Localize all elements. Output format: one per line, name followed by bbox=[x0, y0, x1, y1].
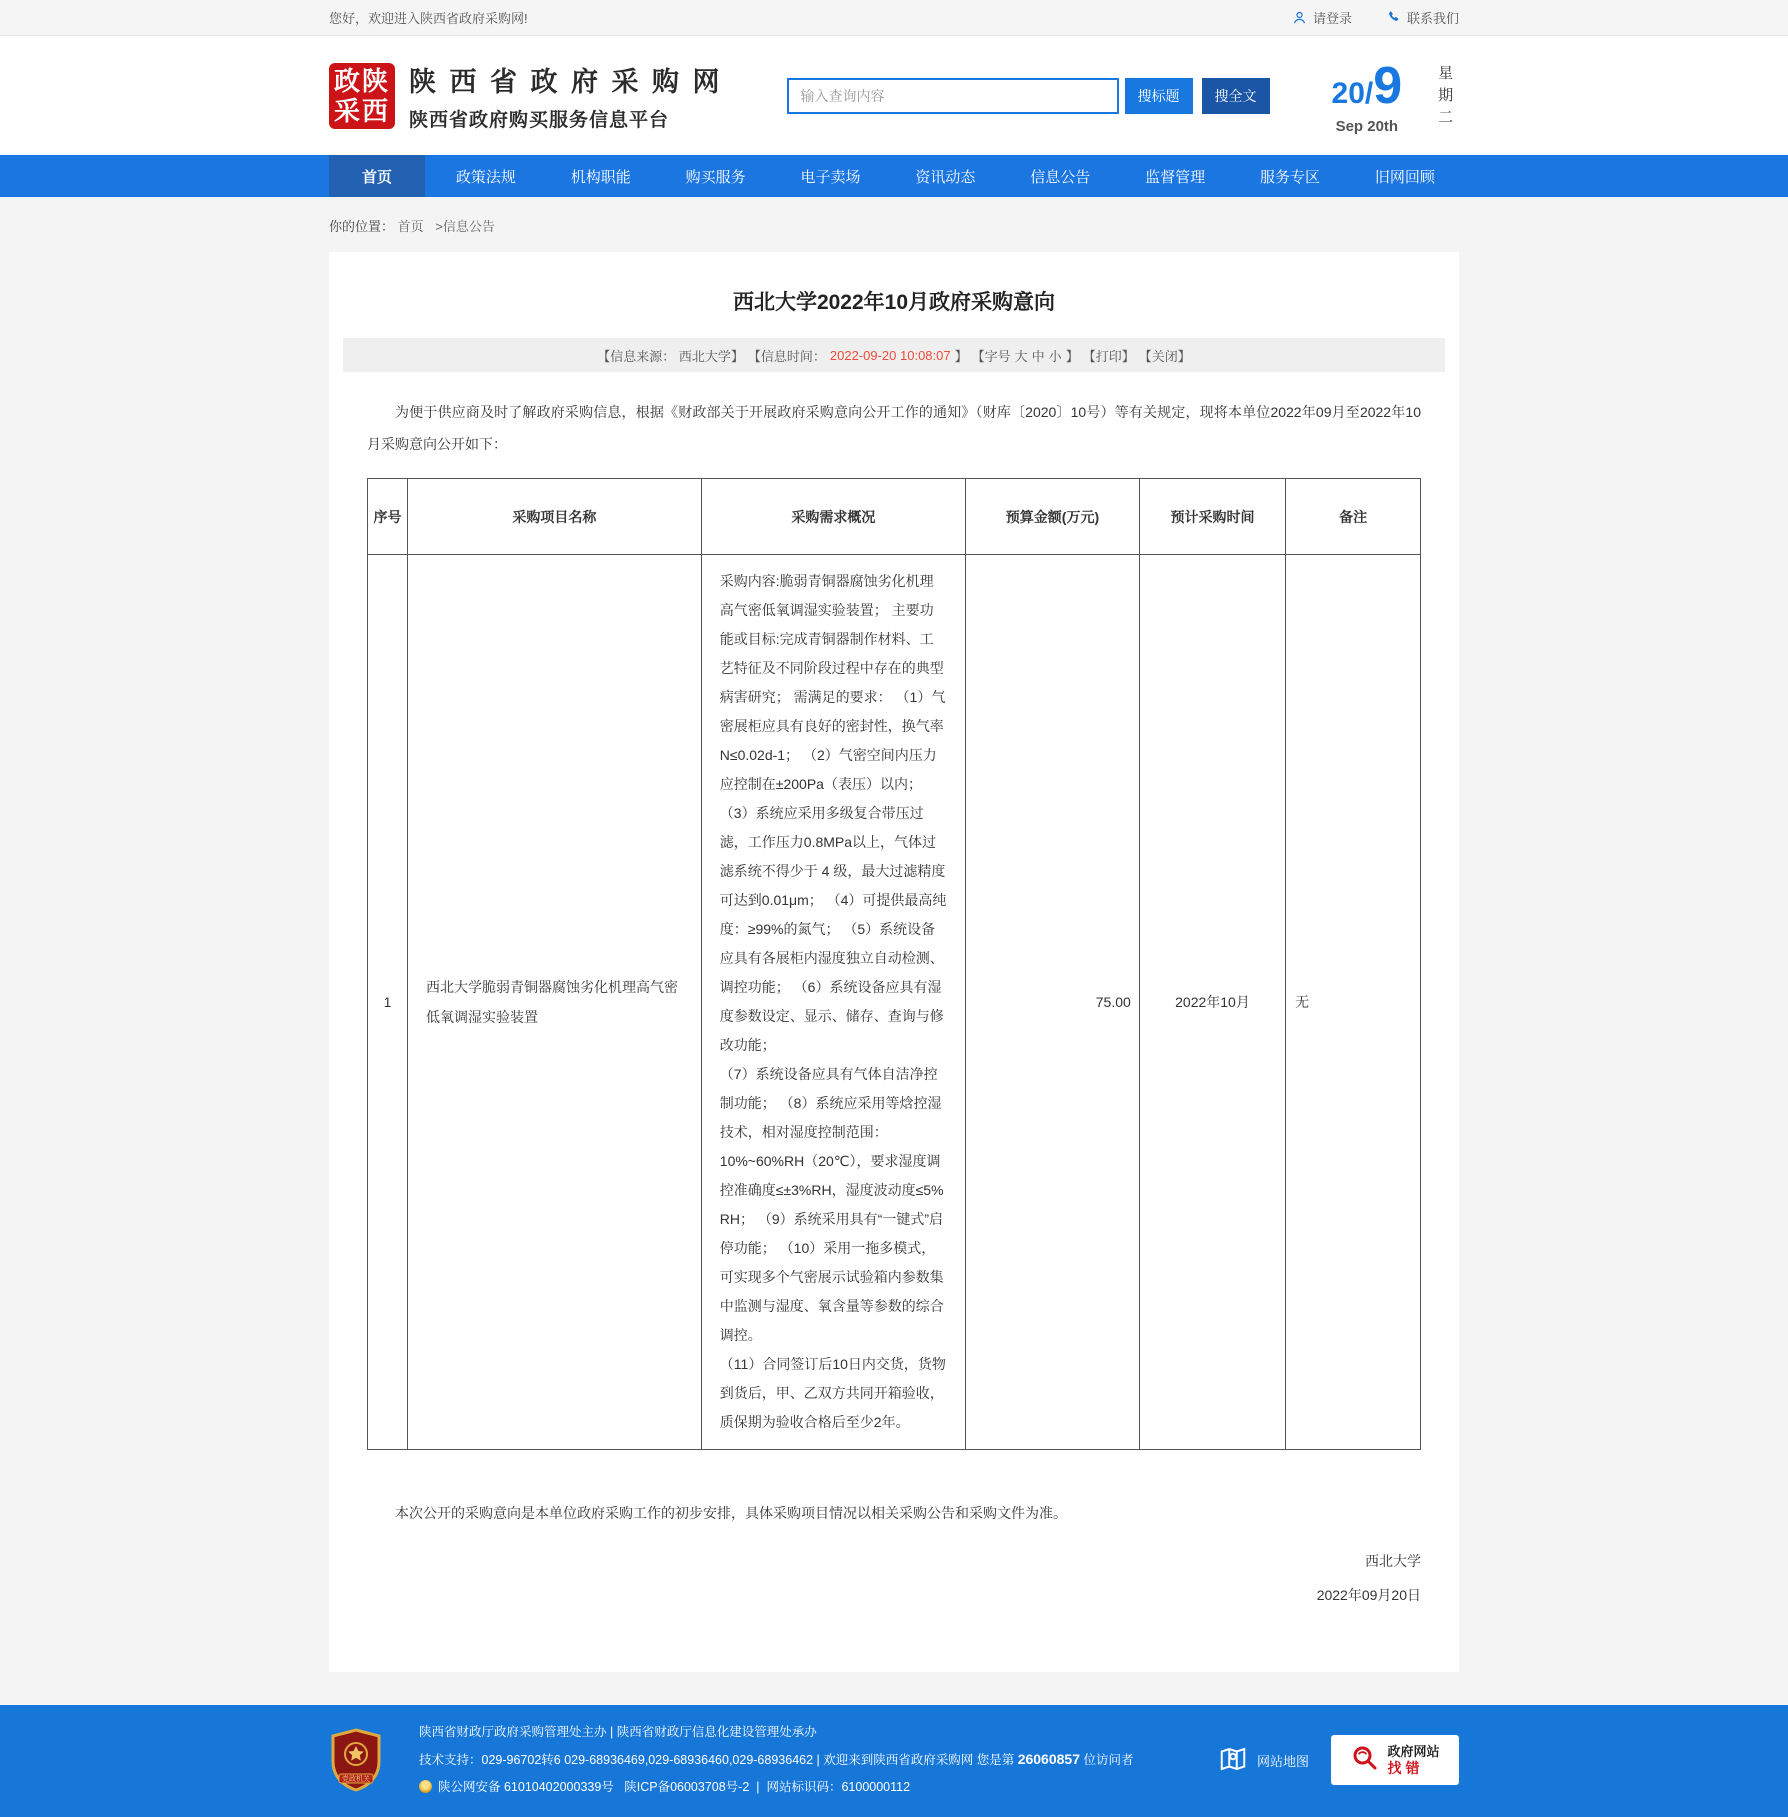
cell-note: 无 bbox=[1286, 555, 1421, 1450]
meta-time-label: 【信息时间： bbox=[747, 348, 826, 364]
welcome-text: 您好，欢迎进入陕西省政府采购网! bbox=[329, 11, 528, 26]
police-badge-icon bbox=[419, 1780, 432, 1793]
icp-filing-link[interactable]: 陕ICP备06003708号-2 bbox=[624, 1780, 750, 1794]
main-nav bbox=[0, 155, 1788, 197]
article-meta-bar bbox=[343, 338, 1445, 372]
nav-item-policies[interactable]: 政策法规 bbox=[455, 168, 516, 186]
nav-item-old-site[interactable]: 旧网回顾 bbox=[1374, 168, 1435, 186]
website-error-report-button[interactable] bbox=[1331, 1735, 1459, 1785]
col-header-project-name: 采购项目名称 bbox=[408, 479, 702, 555]
col-header-no: 序号 bbox=[368, 479, 408, 555]
sitemap-label: 网站地图 bbox=[1256, 1753, 1309, 1769]
meta-font-end: 】 bbox=[1065, 348, 1079, 364]
intro-paragraph: 为便于供应商及时了解政府采购信息，根据《财政部关于开展政府采购意向公开工作的通知》（财库〔2020〕10号）等有关规定，现将本单位2022年09月至2022年10月采购意向公开如下： bbox=[367, 404, 1421, 452]
signature-org: 西北大学 bbox=[1365, 1553, 1421, 1569]
table-header-row bbox=[368, 479, 1421, 555]
breadcrumb-label: 你的位置： bbox=[329, 219, 395, 234]
search-title-button[interactable]: 搜标题 bbox=[1125, 78, 1193, 114]
signature-block bbox=[367, 1544, 1421, 1612]
sitemap-link[interactable] bbox=[1218, 1744, 1309, 1777]
meta-time-end: 】 bbox=[954, 348, 968, 364]
meta-font-label: 【字号 bbox=[971, 348, 1011, 364]
nav-item-e-market[interactable]: 电子卖场 bbox=[800, 168, 861, 186]
demand-paragraph-3: （11）合同签订后10日内交货，货物到货后，甲、乙双方共同开箱验收，质保期为验收合格后至少2年。 bbox=[719, 1356, 946, 1430]
site-title: 陕 西 省 政 府 采 购 网 bbox=[409, 66, 723, 97]
footer-text-block bbox=[419, 1719, 1134, 1801]
signature-date: 2022年09月20日 bbox=[1316, 1587, 1421, 1603]
nav-item-announcements[interactable]: 信息公告 bbox=[1030, 168, 1091, 186]
breadcrumb-separator: > bbox=[435, 219, 443, 234]
cell-budget: 75.00 bbox=[966, 555, 1140, 1450]
print-button[interactable]: 【打印】 bbox=[1082, 348, 1135, 364]
visitor-count: 26060857 bbox=[1017, 1751, 1080, 1767]
table-row bbox=[368, 555, 1421, 1450]
col-header-budget: 预算金额(万元) bbox=[966, 479, 1140, 555]
site-code-text: 网站标识码：6100000112 bbox=[766, 1780, 911, 1794]
public-security-filing-link[interactable]: 陕公网安备 61010402000339号 bbox=[438, 1780, 614, 1794]
col-header-time: 预计采购时间 bbox=[1139, 479, 1285, 555]
site-header bbox=[0, 36, 1788, 155]
footer-registration-line bbox=[419, 1774, 1134, 1801]
meta-time-value: 2022-09-20 10:08:07 bbox=[829, 347, 951, 363]
closing-paragraph: 本次公开的采购意向是本单位政府采购工作的初步安排，具体采购项目情况以相关采购公告和采购文件为准。 bbox=[395, 1505, 1067, 1521]
site-footer bbox=[0, 1705, 1788, 1817]
font-size-large-button[interactable]: 大 bbox=[1014, 348, 1028, 364]
demand-paragraph-1: 采购内容:脆弱青铜器腐蚀劣化机理高气密低氧调湿实验装置； 主要功能或目标:完成青铜器制作材料、工艺特征及不同阶段过程中存在的典型病害研究； 需满足的要求： （1）气密展柜应具有良好的密封性，换气率N≤0.02d-1； （2）气密空间内压力应控制在±200Pa（表压）以内； （3）系统应采用多级复合带压过滤，工作压力0.8MPa以上，气体过滤系统不得少于 4 级，最大过滤精度可达到0.01μm； （4）可提供最高纯度：≥99%的氮气； （5）系统设备应具有各展柜内湿度独立自动检测、调控功能； （6）系统设备应具有湿度参数设定、显示、储存、查询与修改功能； bbox=[719, 573, 947, 1053]
user-icon bbox=[1292, 10, 1307, 25]
cell-project-name: 西北大学脆弱青铜器腐蚀劣化机理高气密低氧调湿实验装置 bbox=[408, 555, 702, 1450]
footer-divider: | bbox=[756, 1780, 760, 1794]
article-title: 西北大学2022年10月政府采购意向 bbox=[732, 291, 1056, 314]
map-icon bbox=[1218, 1744, 1248, 1777]
close-button[interactable]: 【关闭】 bbox=[1138, 348, 1191, 364]
cell-demand bbox=[701, 555, 965, 1450]
cell-no: 1 bbox=[368, 555, 408, 1450]
date-slash: / bbox=[1364, 77, 1374, 110]
search-area bbox=[787, 78, 1270, 114]
breadcrumb-current-link[interactable]: 信息公告 bbox=[442, 219, 495, 234]
login-label: 请登录 bbox=[1312, 11, 1352, 26]
logo-seal-line1: 政陕 bbox=[333, 65, 390, 96]
error-box-line2: 找错 bbox=[1387, 1760, 1424, 1776]
breadcrumb-home-link[interactable]: 首页 bbox=[397, 219, 424, 234]
site-logo[interactable] bbox=[329, 60, 723, 132]
government-emblem-icon bbox=[329, 1728, 383, 1792]
contact-label: 联系我们 bbox=[1406, 11, 1459, 26]
font-size-small-button[interactable]: 小 bbox=[1048, 348, 1062, 364]
meta-source: 【信息来源： 西北大学】 bbox=[597, 348, 744, 364]
date-month: 9 bbox=[1373, 57, 1403, 115]
login-link[interactable] bbox=[1292, 8, 1352, 27]
footer-support-suffix: 位访问者 bbox=[1083, 1753, 1134, 1767]
search-fulltext-button[interactable]: 搜全文 bbox=[1202, 78, 1270, 114]
svg-text:党政机关: 党政机关 bbox=[342, 1776, 370, 1783]
footer-organizer-line: 陕西省财政厅政府采购管理处主办 | 陕西省财政厅信息化建设管理处承办 bbox=[419, 1725, 817, 1739]
nav-item-service-zone[interactable]: 服务专区 bbox=[1260, 168, 1321, 186]
date-english: Sep 20th bbox=[1335, 118, 1399, 135]
contact-link[interactable] bbox=[1386, 8, 1459, 27]
error-box-line1: 政府网站 bbox=[1387, 1744, 1440, 1759]
nav-item-functions[interactable]: 机构职能 bbox=[570, 168, 631, 186]
breadcrumb bbox=[329, 197, 1459, 252]
nav-item-purchase-services[interactable]: 购买服务 bbox=[685, 168, 746, 186]
nav-item-news[interactable]: 资讯动态 bbox=[915, 168, 976, 186]
footer-support-line bbox=[419, 1746, 1134, 1774]
date-block bbox=[1332, 56, 1403, 135]
topbar bbox=[0, 0, 1788, 36]
col-header-note: 备注 bbox=[1286, 479, 1421, 555]
magnifier-icon bbox=[1350, 1743, 1380, 1778]
procurement-intent-table bbox=[367, 478, 1421, 1450]
cell-time: 2022年10月 bbox=[1139, 555, 1285, 1450]
demand-paragraph-2: （7）系统设备应具有气体自洁净控制功能； （8）系统应采用等焓控湿技术，相对湿度控制范围：10%~60%RH（20℃），要求湿度调控准确度≤±3%RH，湿度波动度≤5% RH； （9）系统采用具有“一键式”启停功能； （10）采用一拖多模式，可实现多个气密展示试验箱内参数集中监测与湿度、氧含量等参数的综合调控。 bbox=[719, 1066, 944, 1343]
search-input[interactable] bbox=[787, 78, 1119, 114]
phone-icon bbox=[1386, 10, 1401, 25]
weekday-text: 星期二 bbox=[1438, 64, 1454, 126]
nav-item-supervision[interactable]: 监督管理 bbox=[1145, 168, 1206, 186]
logo-seal-icon bbox=[329, 63, 395, 129]
nav-item-home[interactable]: 首页 bbox=[329, 155, 425, 197]
date-day: 20 bbox=[1331, 77, 1365, 110]
footer-support-prefix: 技术支持：029-96702转6 029-68936469,029-68936460,029-68936462 | 欢迎来到陕西省政府采购网 您是第 bbox=[419, 1753, 1015, 1767]
article-card bbox=[329, 252, 1459, 1672]
site-subtitle: 陕西省政府购买服务信息平台 bbox=[409, 109, 670, 131]
col-header-demand: 采购需求概况 bbox=[701, 479, 965, 555]
font-size-medium-button[interactable]: 中 bbox=[1031, 348, 1045, 364]
logo-seal-line2: 采西 bbox=[333, 95, 390, 126]
